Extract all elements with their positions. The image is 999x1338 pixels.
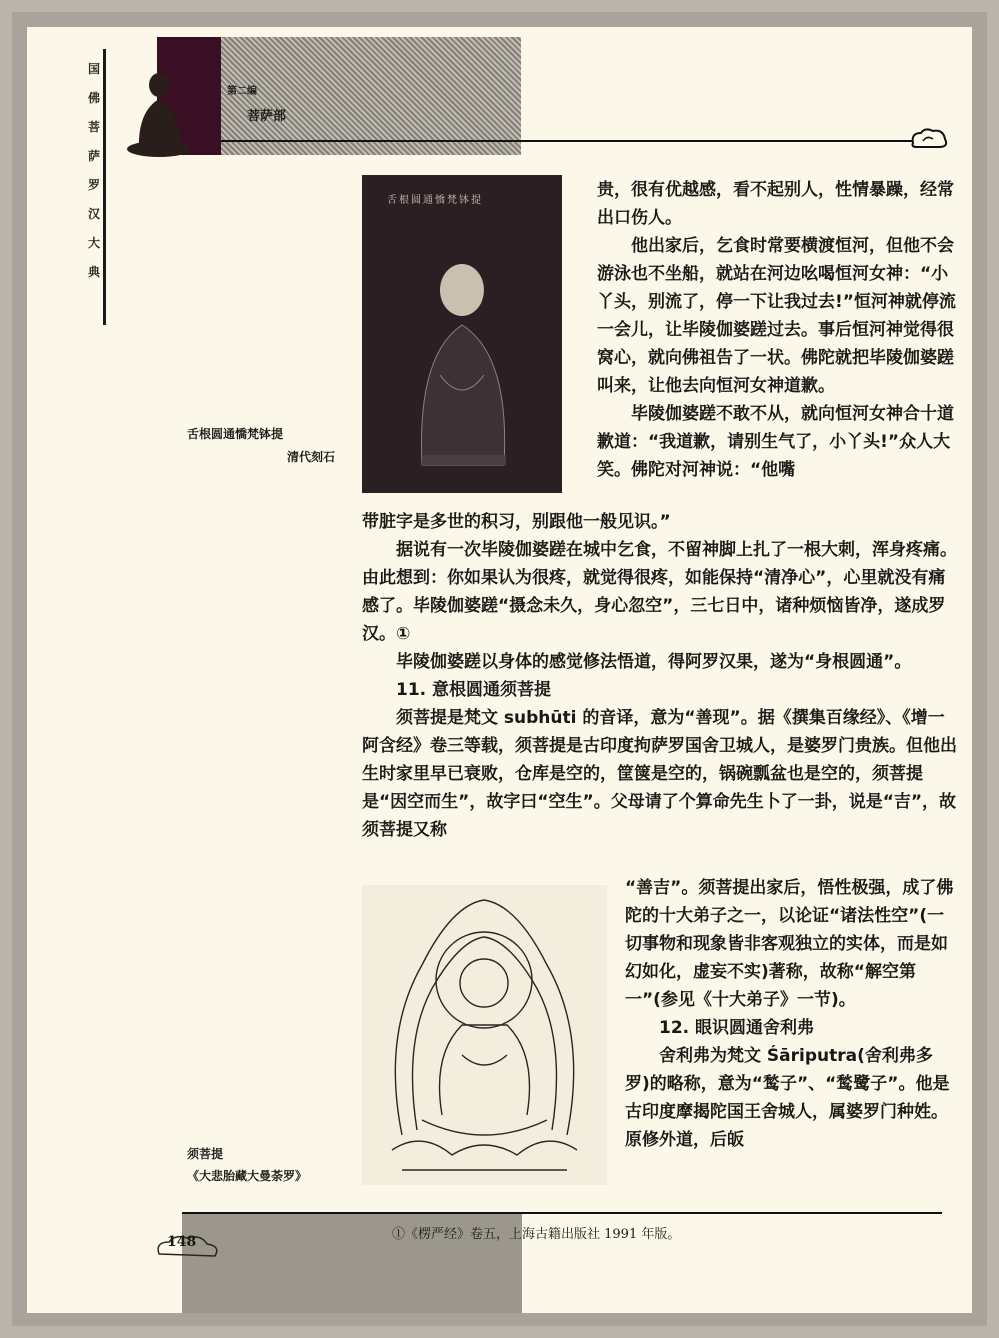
paragraph: 他出家后，乞食时常要横渡恒河，但他不会游泳也不坐船，就站在河边吆喝恒河女神：“小丫头，别流了，停一下让我过去!”恒河神就停流一会儿，让毕陵伽婆蹉过去。事后恒河神觉得很窝心，就向佛祖告了一状。佛陀就把毕陵伽婆蹉叫来，让他去向恒河女神道歉。: [597, 236, 956, 396]
header-rule: [221, 140, 913, 142]
paragraph: 舍利弗为梵文 Śāriputra(舍利弗多罗)的略称，意为“鹙子”、“鹙鹭子”。他是古印度摩揭陀国王舍城人，属婆罗门种姓。原修外道，后皈: [625, 1046, 950, 1150]
page-frame: [12, 12, 987, 1326]
seated-monk-figure: [362, 175, 562, 493]
section-heading-11: 11. 意根圆通须菩提: [396, 680, 552, 700]
header-texture: [221, 37, 521, 155]
figure2-caption-line2: 《大悲胎藏大曼荼罗》: [187, 1169, 308, 1183]
footnote: ①《楞严经》卷五，上海古籍出版社 1991 年版。: [392, 1227, 681, 1242]
paragraph: 带脏字是多世的积习，别跟他一般见识。”: [362, 512, 671, 532]
text-column-bottom: [625, 874, 957, 1154]
paragraph: 毕陵伽婆蹉以身体的感觉修法悟道，得阿罗汉果，遂为“身根圆通”。: [396, 652, 912, 672]
paragraph: 贵，很有优越感，看不起别人，性情暴躁，经常出口伤人。: [597, 180, 954, 228]
carving-inscription: 舌根圆通憍梵钵提: [387, 195, 483, 206]
section-heading-12: 12. 眼识圆通舍利弗: [659, 1018, 815, 1038]
figure1-caption-line1: 舌根圆通憍梵钵提: [187, 427, 284, 441]
cloud-ornament-icon: [909, 127, 949, 151]
subhuti-line-drawing: [362, 885, 607, 1185]
page-number: 148: [167, 1234, 197, 1250]
paragraph: “善吉”。须菩提出家后，悟性极强，成了佛陀的十大弟子之一，以论证“诸法性空”(一切事物和现象皆非客观独立的实体，而是如幻如化，虚妄不实)著称，故称“解空第一”(参见《十大弟子》一节)。: [625, 878, 954, 1010]
text-column-top: [597, 176, 957, 484]
buddha-silhouette-icon: [119, 67, 189, 157]
text-column-mid: [362, 508, 957, 844]
paragraph: 毕陵伽婆蹉不敢不从，就向恒河女神合十道歉道：“我道歉，请别生气了，小丫头!”众人大笑。佛陀对河神说：“他嘴: [597, 404, 954, 480]
side-book-title: 国 佛 菩 萨 罗 汉 大 典: [87, 62, 100, 279]
footer-rule: [182, 1212, 942, 1214]
stone-carving-image: [362, 175, 562, 493]
subhuti-figure: [362, 885, 607, 1185]
side-rule: [103, 49, 106, 325]
header-chapter-label: 第二编: [227, 86, 257, 97]
paragraph: 须菩提是梵文 subhūti 的音译，意为“善现”。据《撰集百缘经》、《增一阿含经》卷三等载，须菩提是古印度拘萨罗国舍卫城人，是婆罗门贵族。但他出生时家里早已衰败，仓库是空的，筐箧是空的，锅碗瓢盆也是空的，须菩提是“因空而生”，故字曰“空生”。父母请了个算命先生卜了一卦，说是“吉”，故须菩提又称: [362, 708, 957, 840]
figure1-caption-line2: 清代刻石: [287, 450, 336, 464]
book-page: [27, 27, 972, 1313]
paragraph: 据说有一次毕陵伽婆蹉在城中乞食，不留神脚上扎了一根大刺，浑身疼痛。由此想到：你如果认为很疼，就觉得很疼，如能保持“清净心”，心里就没有痛感了。毕陵伽婆蹉“摄念未久，身心忽空”，三七日中，诸种烦恼皆净，遂成罗汉。①: [362, 540, 957, 644]
header-section-label: 菩萨部: [247, 109, 287, 124]
figure2-caption-line1: 须菩提: [187, 1147, 224, 1161]
